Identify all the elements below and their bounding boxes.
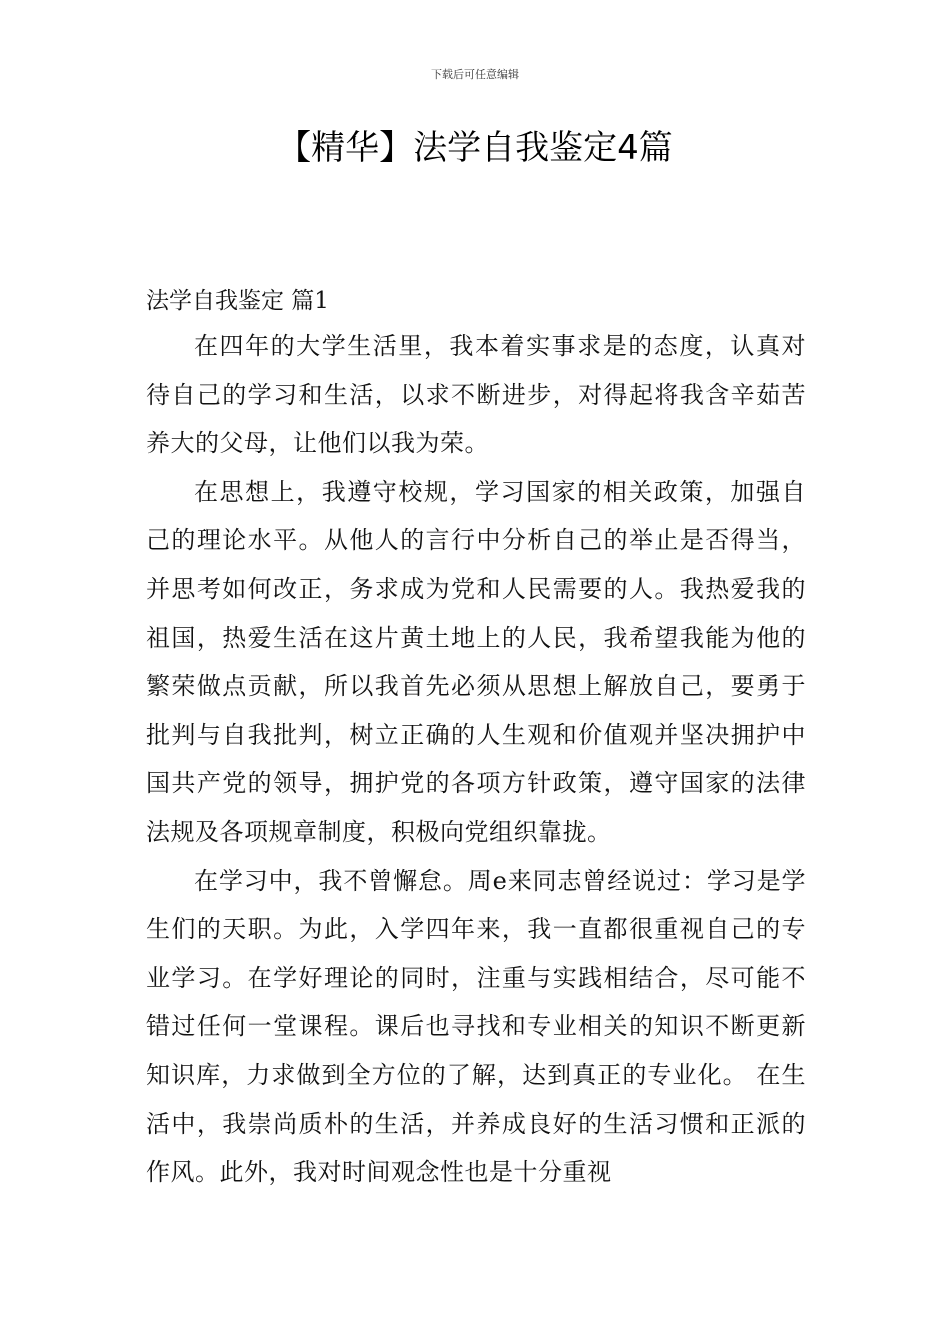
paragraph-3: 在学习中，我不曾懈怠。周e来同志曾经说过：学习是学生们的天职。为此，入学四年来，我一直都很重视自己的专业学习。在学好理论的同时，注重与实践相结合，尽可能不错过任何一堂课程。课后也寻找和专业相关的知识不断更新知识库，力求做到全方位的了解，达到真正的专业化。 在生活中，我崇尚质朴的生活，并养成良好的生活习惯和正派的作风。此外，我对时间观念性也是十分重视 <box>146 866 806 1187</box>
section-heading: 法学自我鉴定 篇1 <box>146 288 329 314</box>
document-body <box>146 280 806 1197</box>
document-title: 【精华】法学自我鉴定4篇 <box>277 128 673 168</box>
paragraph-2: 在思想上，我遵守校规，学习国家的相关政策，加强自己的理论水平。从他人的言行中分析自己的举止是否得当，并思考如何改正，务求成为党和人民需要的人。我热爱我的祖国，热爱生活在这片黄土地上的人民，我希望我能为他的繁荣做点贡献，所以我首先必须从思想上解放自己，要勇于批判与自我批判，树立正确的人生观和价值观并坚决拥护中国共产党的领导，拥护党的各项方针政策，遵守国家的法律法规及各项规章制度，积极向党组织靠拢。 <box>146 477 806 846</box>
paragraph-1: 在四年的大学生活里，我本着实事求是的态度，认真对待自己的学习和生活，以求不断进步，对得起将我含辛茹苦养大的父母，让他们以我为荣。 <box>146 332 806 458</box>
header-note: 下载后可任意编辑 <box>431 68 519 81</box>
